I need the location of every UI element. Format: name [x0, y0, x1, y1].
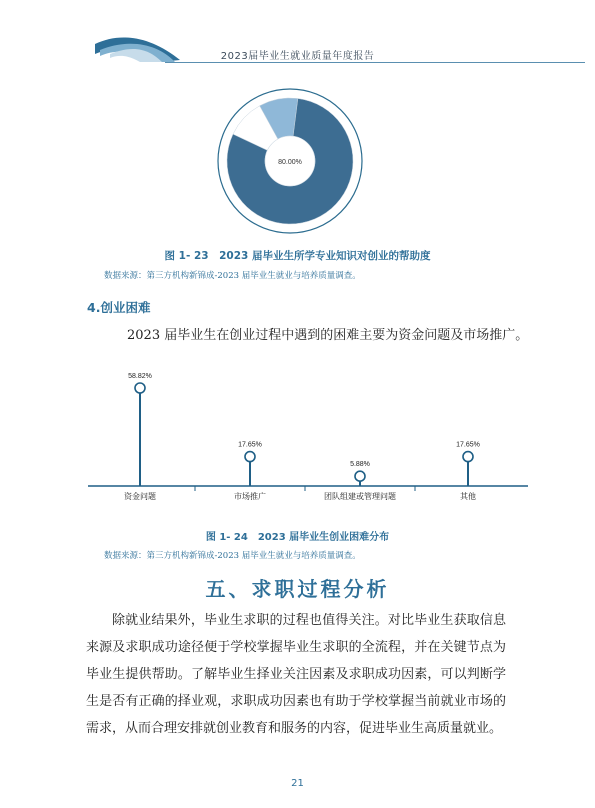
page-number: 21: [291, 778, 304, 789]
section-intro-text: 2023 届毕业生在创业过程中遇到的困难主要为资金问题及市场推广。: [127, 328, 529, 343]
data-label: 58.82%: [128, 373, 152, 380]
figure-caption-1: 图 1- 23 2023 届毕业生所学专业知识对创业的帮助度: [164, 250, 431, 262]
section-title-job-search: 五、求职过程分析: [205, 577, 390, 601]
lollipop-dot: [245, 452, 255, 462]
section-heading-startup-difficulties: 4.创业困难: [87, 300, 151, 315]
category-label: 团队组建或管理问题: [324, 492, 396, 501]
category-label: 资金问题: [124, 492, 156, 501]
data-label: 17.65%: [456, 441, 480, 449]
header-title: 2023届毕业生就业质量年度报告: [220, 51, 375, 62]
lollipop-dot: [135, 383, 145, 393]
lollipop-dot: [355, 471, 365, 481]
category-label: 市场推广: [234, 492, 266, 501]
header-divider: [165, 62, 585, 63]
figure-caption-2: 图 1- 24 2023 届毕业生创业困难分布: [205, 532, 390, 543]
figure-source-2: 数据来源：第三方机构新锦成-2023 届毕业生就业与培养质量调查。: [104, 551, 361, 561]
figure-source-1: 数据来源：第三方机构新锦成-2023 届毕业生就业与培养质量调查。: [104, 271, 361, 281]
body-paragraph: 除就业结果外，毕业生求职的过程也值得关注。对比毕业生获取信息来源及求职成功途径便于学校掌握毕业生求职的全流程，并在关键节点为毕业生提供帮助。了解毕业生择业关注因素及求职成功因素，可以判断学生是否有正确的择业观，求职成功因素也有助于学校掌握当前就业市场的需求，从而合理安排就创业教育和服务的内容，促进毕业生高质量就业。: [86, 613, 506, 736]
lollipop-dot: [463, 452, 473, 462]
category-label: 其他: [460, 492, 476, 501]
donut-center-label: 80.00%: [278, 159, 302, 166]
donut-chart: [215, 86, 365, 236]
lollipop-chart: [88, 360, 528, 510]
data-label: 17.65%: [238, 441, 262, 449]
data-label: 5.88%: [350, 461, 370, 469]
